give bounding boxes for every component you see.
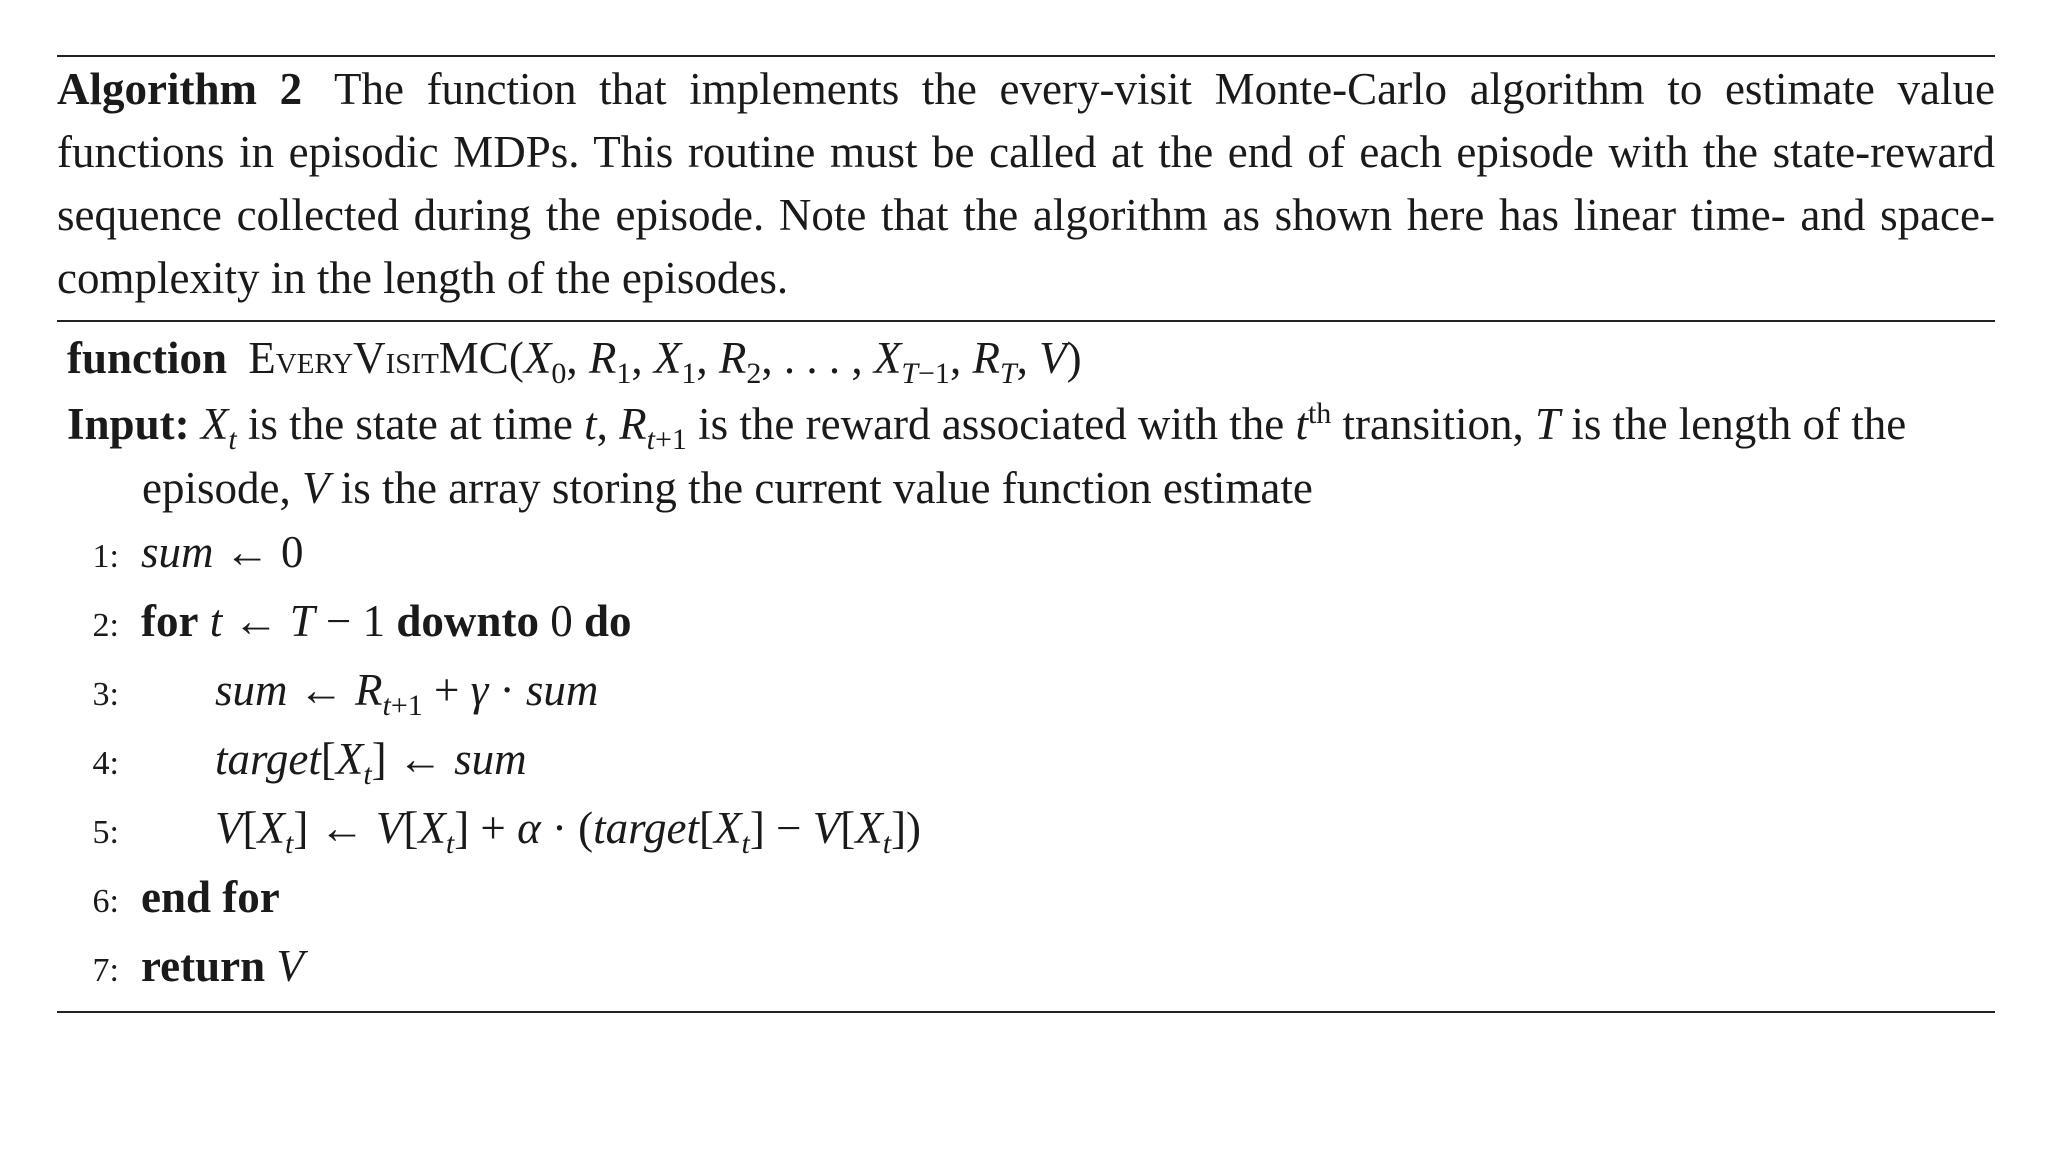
function-line xyxy=(57,326,1995,392)
input-label: Input: xyxy=(67,399,190,449)
step-text: sum ← $R_{t+1} + \gamma$ · sum xyxy=(215,665,599,722)
step-1 xyxy=(57,520,1995,589)
step-number: 7: xyxy=(92,952,119,989)
step-text: end for xyxy=(141,872,280,922)
step-7 xyxy=(57,934,1995,1003)
step-number: 6: xyxy=(92,883,119,920)
step-number: 2: xyxy=(92,607,119,644)
step-text: $V[X_t]$ ← $V[X_t] + \alpha$ · $(target[X_t] - V[X_t])$ xyxy=(215,803,922,860)
step-2 xyxy=(57,589,1995,658)
step-3 xyxy=(57,658,1995,727)
step-text: return V xyxy=(141,941,304,991)
function-keyword: function xyxy=(67,333,228,383)
algorithm-label: Algorithm 2 xyxy=(57,64,303,114)
step-text: $target[X_t]$ ← sum xyxy=(215,734,527,791)
input-text: $X_t$ is the state at time t, $R_{t+1}$ is the reward associated with the $t^{th}$ transition, T is the length of the episode, V is the array storing the current value function estimate xyxy=(142,397,1907,513)
function-args: ($X_0$, $R_1$, $X_1$, $R_2$, . . . , $X_{T-1}$, $R_T$, V) xyxy=(508,333,1082,390)
input-line xyxy=(57,392,1995,520)
algorithm-caption xyxy=(57,57,1995,320)
step-6 xyxy=(57,865,1995,934)
bottom-rule xyxy=(57,1011,1995,1013)
step-text: sum ← 0 xyxy=(141,527,304,577)
step-number: 4: xyxy=(92,745,119,782)
caption-text: The function that implements the every-visit Monte-Carlo algorithm to estimate value functions in episodic MDPs. This routine must be called at the end of each episode with the state-reward sequence collected during the episode. Note that the algorithm as shown here has linear time- and space-complexity in the length of the episodes. xyxy=(57,64,1995,303)
step-5 xyxy=(57,796,1995,865)
step-number: 1: xyxy=(92,538,119,575)
algorithm-body xyxy=(57,322,1995,1011)
algorithm-box xyxy=(57,55,1995,1013)
step-number: 3: xyxy=(92,676,119,713)
step-text: for t ← T − 1 downto 0 do xyxy=(141,596,632,646)
function-name: EveryVisitMC xyxy=(248,333,509,383)
step-number: 5: xyxy=(92,814,119,851)
step-4 xyxy=(57,727,1995,796)
